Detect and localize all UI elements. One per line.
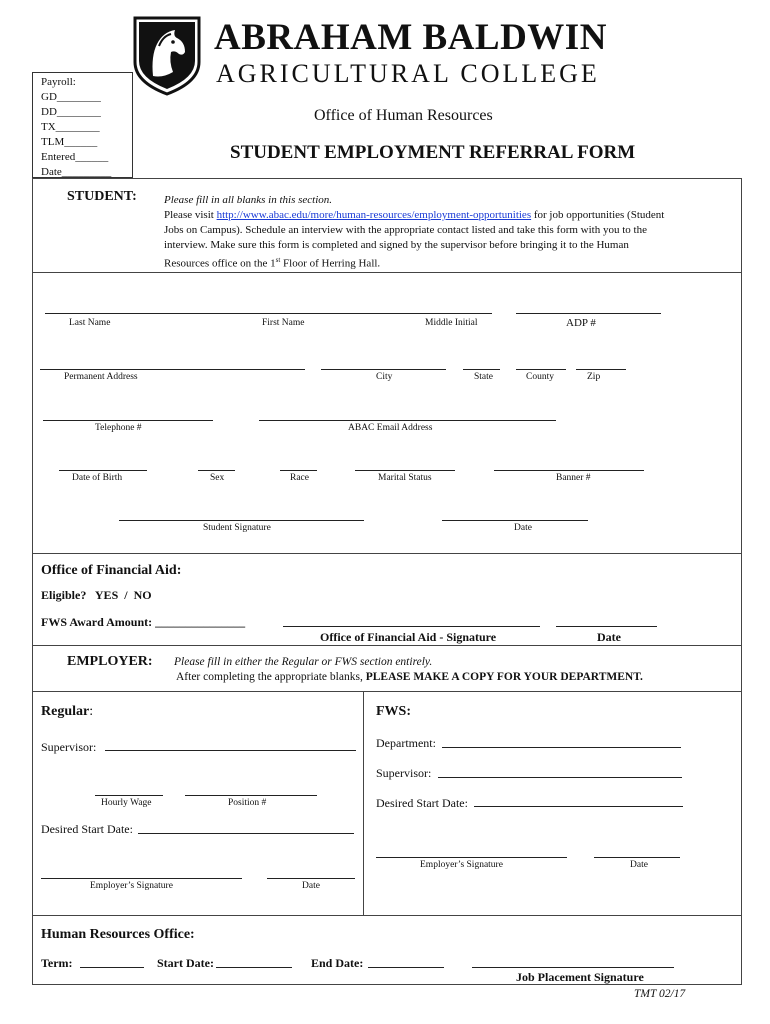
first-name-label: First Name — [262, 318, 305, 328]
visit-suffix: for job opportunities (Student — [531, 209, 665, 221]
student-date-label: Date — [514, 523, 532, 533]
employment-opportunities-link[interactable]: http://www.abac.edu/more/human-resources/employment-opportunities — [216, 209, 532, 221]
hr-start-date-field[interactable] — [216, 967, 292, 968]
regular-start-date-label: Desired Start Date: — [41, 822, 133, 836]
finaid-date-field[interactable] — [556, 626, 657, 627]
student-heading: STUDENT: — [67, 189, 137, 204]
regular-employer-signature-field[interactable] — [41, 878, 242, 879]
banner-label: Banner # — [556, 473, 591, 483]
hr-end-date-label: End Date: — [311, 956, 364, 970]
student-line3: interview. Make sure this form is completed and signed by the supervisor before bringing it to the Human — [164, 239, 629, 251]
position-label: Position # — [228, 798, 267, 808]
sex-label: Sex — [210, 473, 225, 483]
race-label: Race — [290, 473, 309, 483]
fws-start-date-label: Desired Start Date: — [376, 796, 468, 810]
student-line2: Jobs on Campus). Schedule an interview with the appropriate contact listed and take this form with you to the — [164, 224, 647, 236]
college-logo — [133, 16, 201, 96]
divider-hr — [32, 915, 742, 916]
employer-copy-note — [176, 671, 643, 683]
line4-suffix: Floor of Herring Hall. — [280, 257, 381, 270]
fws-award-field[interactable]: FWS Award Amount: _______________ — [41, 615, 246, 629]
county-field[interactable] — [516, 369, 566, 370]
visit-prefix: Please visit — [164, 209, 217, 221]
regular-employer-signature-label: Employer’s Signature — [90, 881, 173, 891]
race-field[interactable] — [280, 470, 317, 471]
zip-label: Zip — [587, 372, 601, 382]
telephone-field[interactable] — [43, 420, 213, 421]
copy-note-prefix: After completing the appropriate blanks, — [176, 671, 366, 683]
county-label: County — [526, 372, 554, 382]
name-field[interactable] — [45, 313, 492, 314]
position-field[interactable] — [185, 795, 317, 796]
payroll-tx: TX________ — [41, 121, 100, 133]
frame-left — [32, 178, 33, 984]
hr-heading: Human Resources Office: — [41, 927, 195, 942]
form-title: STUDENT EMPLOYMENT REFERRAL FORM — [230, 142, 636, 163]
student-signature-field[interactable] — [119, 520, 364, 521]
state-label: State — [474, 372, 493, 382]
fws-date-field[interactable] — [594, 857, 680, 858]
office-title: Office of Human Resources — [314, 107, 493, 124]
student-line4 — [164, 253, 744, 272]
sex-field[interactable] — [198, 470, 235, 471]
job-placement-signature-label: Job Placement Signature — [516, 970, 644, 984]
student-signature-label: Student Signature — [203, 523, 271, 533]
payroll-dd: DD________ — [41, 106, 101, 118]
line4-sup: st — [275, 256, 281, 264]
email-label: ABAC Email Address — [348, 423, 433, 433]
payroll-tlm: TLM______ — [41, 136, 98, 148]
student-date-field[interactable] — [442, 520, 588, 521]
permanent-address-label: Permanent Address — [64, 372, 138, 382]
fws-department-label: Department: — [376, 736, 436, 750]
divider-regular — [32, 691, 742, 692]
college-name-line1: ABRAHAM BALDWIN — [214, 17, 607, 58]
divider-regular-fws — [363, 691, 364, 915]
hr-end-date-field[interactable] — [368, 967, 444, 968]
hourly-wage-label: Hourly Wage — [101, 798, 152, 808]
adp-label: ADP # — [566, 317, 596, 329]
finaid-heading: Office of Financial Aid: — [41, 563, 182, 578]
frame-top — [32, 178, 742, 179]
term-label: Term: — [41, 956, 73, 970]
regular-start-date-field[interactable] — [138, 833, 354, 834]
student-visit-line — [164, 208, 744, 223]
horse-shield-icon — [133, 16, 201, 96]
finaid-signature-field[interactable] — [283, 626, 540, 627]
zip-field[interactable] — [576, 369, 626, 370]
regular-supervisor-label: Supervisor: — [41, 740, 97, 754]
payroll-gd: GD________ — [41, 91, 101, 103]
fws-department-field[interactable] — [442, 747, 681, 748]
payroll-entered: Entered______ — [41, 151, 109, 163]
regular-heading: Regular: — [41, 704, 94, 719]
address-field[interactable] — [40, 369, 305, 370]
finaid-date-label: Date — [597, 630, 621, 644]
fws-start-date-field[interactable] — [474, 806, 683, 807]
fws-employer-signature-field[interactable] — [376, 857, 567, 858]
telephone-label: Telephone # — [95, 423, 142, 433]
marital-field[interactable] — [355, 470, 455, 471]
city-label: City — [376, 372, 393, 382]
student-instructions — [164, 193, 744, 272]
eligible-label[interactable]: Eligible? YES / NO — [41, 588, 152, 602]
college-name-line2: AGRICULTURAL COLLEGE — [216, 59, 600, 88]
payroll-label: Payroll: — [41, 76, 76, 88]
last-name-label: Last Name — [69, 318, 111, 328]
employer-heading: EMPLOYER: — [67, 654, 153, 669]
form-code: TMT 02/17 — [634, 988, 686, 1000]
city-field[interactable] — [321, 369, 446, 370]
hr-start-date-label: Start Date: — [157, 956, 214, 970]
adp-field[interactable] — [516, 313, 661, 314]
state-field[interactable] — [463, 369, 500, 370]
email-field[interactable] — [259, 420, 556, 421]
regular-supervisor-field[interactable] — [105, 750, 356, 751]
frame-right — [741, 178, 742, 984]
student-instruction-italic: Please fill in all blanks in this section. — [164, 194, 333, 206]
dob-label: Date of Birth — [72, 473, 123, 483]
line4-prefix: Resources office on the 1 — [164, 257, 276, 270]
copy-note-bold: PLEASE MAKE A COPY FOR YOUR DEPARTMENT. — [365, 671, 643, 683]
fws-employer-signature-label: Employer’s Signature — [420, 860, 503, 870]
middle-initial-label: Middle Initial — [425, 318, 478, 328]
fws-date-label: Date — [630, 860, 648, 870]
banner-field[interactable] — [494, 470, 644, 471]
payroll-box — [32, 72, 133, 178]
hourly-wage-field[interactable] — [95, 795, 163, 796]
employer-instruction: Please fill in either the Regular or FWS section entirely. — [174, 656, 433, 668]
fws-heading: FWS: — [376, 704, 411, 719]
divider-finaid — [32, 553, 742, 554]
dob-field[interactable] — [59, 470, 147, 471]
finaid-signature-label: Office of Financial Aid - Signature — [320, 630, 497, 644]
fws-supervisor-label: Supervisor: — [376, 766, 432, 780]
fws-supervisor-field[interactable] — [438, 777, 682, 778]
term-field[interactable] — [80, 967, 144, 968]
divider-student — [32, 272, 742, 273]
divider-employer — [32, 645, 742, 646]
regular-date-field[interactable] — [267, 878, 355, 879]
marital-label: Marital Status — [378, 473, 432, 483]
regular-date-label: Date — [302, 881, 320, 891]
payroll-date: Date_________ — [41, 166, 112, 178]
job-placement-signature-field[interactable] — [472, 967, 674, 968]
